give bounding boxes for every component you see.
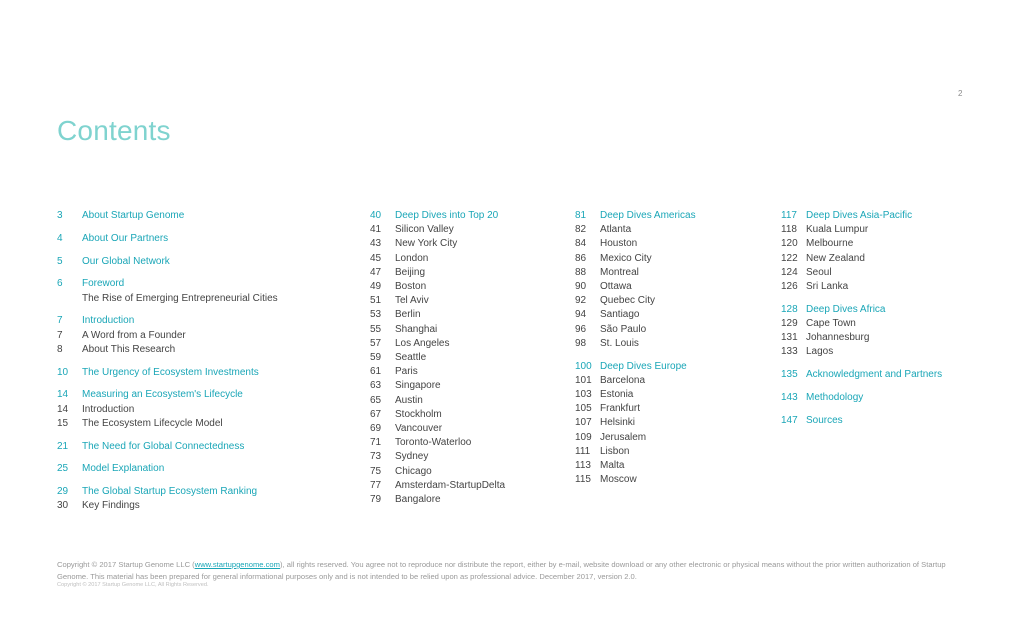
toc-subentry[interactable] [57, 329, 357, 343]
toc-entry-label: About This Research [82, 343, 176, 355]
toc-subentry[interactable] [370, 394, 565, 408]
toc-subentry[interactable] [575, 445, 770, 459]
toc-entry-label: Sources [806, 414, 843, 426]
toc-page-number: 84 [575, 238, 587, 250]
toc-entry-label: Sydney [395, 451, 429, 463]
toc-entry-label: Austin [395, 394, 423, 406]
toc-entry-label: Key Findings [82, 500, 140, 512]
toc-page-number: 133 [781, 346, 798, 358]
toc-entry-label: Tel Aviv [395, 295, 429, 307]
toc-subentry[interactable] [370, 408, 565, 422]
toc-page-number: 86 [575, 252, 587, 264]
toc-subentry[interactable] [575, 237, 770, 251]
toc-entry-label: St. Louis [600, 337, 639, 349]
toc-page-number: 92 [575, 295, 587, 307]
toc-entry-label: About Startup Genome [82, 210, 185, 221]
toc-entry-label: Boston [395, 281, 427, 293]
toc-section-entry[interactable] [781, 391, 1011, 405]
toc-page-number: 65 [370, 394, 382, 406]
toc-subentry[interactable] [370, 280, 565, 294]
toc-subentry[interactable] [781, 237, 1011, 251]
toc-page-number: 5 [57, 255, 63, 267]
toc-page-number: 71 [370, 437, 382, 449]
toc-subentry[interactable] [575, 416, 770, 430]
toc-entry-label: Deep Dives Africa [806, 303, 886, 315]
toc-subentry[interactable] [781, 252, 1011, 266]
toc-page-number: 147 [781, 414, 798, 426]
toc-entry-label: Santiago [600, 309, 640, 321]
toc-section-entry[interactable] [57, 440, 357, 454]
toc-entry-label: Estonia [600, 389, 634, 401]
toc-section-entry[interactable] [57, 388, 357, 402]
toc-subentry[interactable] [370, 237, 565, 251]
toc-entry-label: Stockholm [395, 408, 442, 420]
toc-section-entry[interactable] [57, 209, 357, 223]
toc-page-number [57, 292, 82, 306]
toc-subentry[interactable] [370, 323, 565, 337]
toc-subentry[interactable] [781, 331, 1011, 345]
toc-entry-label: Foreword [82, 278, 125, 290]
toc-section-entry[interactable] [57, 232, 357, 246]
toc-entry-label: Kuala Lumpur [806, 224, 869, 236]
toc-subentry[interactable] [57, 343, 357, 357]
toc-page-number: 8 [57, 343, 63, 355]
copyright-notice [57, 559, 957, 582]
toc-page-number: 107 [575, 417, 592, 429]
toc-column-3 [575, 209, 770, 487]
toc-entry-label: Moscow [600, 474, 637, 486]
toc-entry-label: Jerusalem [600, 431, 647, 443]
toc-page-number: 75 [370, 465, 382, 477]
toc-entry-label: Deep Dives into Top 20 [395, 210, 499, 221]
toc-page-number: 6 [57, 278, 63, 290]
toc-subentry[interactable] [781, 223, 1011, 237]
toc-subentry[interactable] [370, 337, 565, 351]
toc-subentry[interactable] [370, 479, 565, 493]
toc-subentry[interactable] [370, 252, 565, 266]
toc-entry-label: Toronto-Waterloo [395, 437, 472, 449]
toc-entry-label: The Urgency of Ecosystem Investments [82, 366, 259, 378]
toc-page-number: 45 [370, 252, 382, 264]
toc-page-number: 4 [57, 232, 63, 244]
toc-column-4 [781, 209, 1011, 428]
toc-subentry[interactable] [575, 402, 770, 416]
toc-subentry[interactable] [575, 388, 770, 402]
toc-entry-label: Johannesburg [806, 332, 870, 344]
toc-page-number: 47 [370, 266, 382, 278]
toc-entry-label: Sri Lanka [806, 281, 849, 293]
toc-subentry[interactable] [57, 499, 357, 513]
toc-section-entry[interactable] [57, 277, 357, 291]
toc-entry-label: Deep Dives Asia-Pacific [806, 210, 913, 221]
toc-page-number: 21 [57, 440, 69, 452]
toc-page-number: 98 [575, 337, 587, 349]
toc-page-number: 113 [575, 460, 591, 472]
toc-subentry[interactable] [370, 465, 565, 479]
toc-entry-label: Model Explanation [82, 463, 165, 475]
toc-entry-label: Shanghai [395, 323, 438, 335]
copyright-small: Copyright © 2017 Startup Genome LLC, All Rights Reserved. [57, 582, 209, 588]
toc-page-number: 59 [370, 352, 382, 364]
toc-page-number: 131 [781, 332, 798, 344]
toc-section-entry[interactable] [575, 209, 770, 223]
toc-page-number: 129 [781, 318, 798, 330]
toc-entry-label: Houston [600, 238, 638, 250]
toc-entry-label: The Need for Global Connectedness [82, 440, 245, 452]
toc-entry-label: Frankfurt [600, 403, 641, 415]
toc-entry-label: Helsinki [600, 417, 636, 429]
toc-subentry[interactable] [575, 374, 770, 388]
toc-subentry[interactable] [575, 280, 770, 294]
toc-subentry[interactable] [370, 223, 565, 237]
website-link[interactable]: www.startupgenome.com [194, 560, 280, 569]
toc-page-number: 81 [575, 210, 587, 221]
toc-entry-label: Ottawa [600, 281, 632, 293]
toc-entry-label: Seattle [395, 352, 427, 364]
toc-entry-label: Methodology [806, 392, 864, 404]
toc-entry-label: Montreal [600, 266, 639, 278]
toc-page-number: 88 [575, 266, 587, 278]
toc-page-number: 61 [370, 366, 382, 378]
toc-subentry[interactable] [781, 266, 1011, 280]
toc-page-number: 49 [370, 281, 382, 293]
toc-entry-label: Singapore [395, 380, 441, 392]
toc-entry-label: São Paulo [600, 323, 647, 335]
toc-page-number: 7 [57, 315, 63, 327]
toc-page-number: 124 [781, 266, 798, 278]
toc-section-entry[interactable] [781, 209, 1011, 223]
toc-entry-label: Beijing [395, 266, 426, 278]
toc-subentry[interactable] [370, 436, 565, 450]
toc-page-number: 14 [57, 389, 69, 401]
page-title: Contents [57, 115, 171, 146]
toc-subentry[interactable] [370, 365, 565, 379]
toc-subentry[interactable] [575, 294, 770, 308]
toc-column-2 [370, 209, 565, 507]
toc-page-number: 14 [57, 403, 69, 415]
toc-entry-label: The Ecosystem Lifecycle Model [82, 417, 223, 429]
toc-section-entry[interactable] [57, 314, 357, 328]
toc-subentry[interactable] [575, 473, 770, 487]
toc-entry-label: Lisbon [600, 445, 630, 457]
toc-page-number: 3 [57, 210, 63, 221]
toc-subentry[interactable] [57, 403, 357, 417]
toc-page-number: 117 [781, 210, 797, 221]
toc-entry-label: Barcelona [600, 374, 646, 386]
toc-page-number: 109 [575, 431, 592, 443]
toc-entry-label: London [395, 252, 429, 264]
toc-entry-label: Silicon Valley [395, 224, 454, 236]
toc-subentry[interactable] [57, 417, 357, 431]
toc-page-number: 40 [370, 210, 382, 221]
copyright-text-end: ), all rights reserved. You agree not to reproduce nor distribute the report, either by e-mail, website download or any other electronic or physical means without the prior written authorization of Startup Genome. This material has been prepared for general informational purposes only and is not intended to be relied upon as professional advice. December 2017, version 2.0. [57, 560, 946, 581]
copyright-text-start: Copyright © 2017 Startup Genome LLC ( [57, 560, 195, 569]
toc-section-entry[interactable] [370, 209, 565, 223]
toc-page-number: 128 [781, 303, 798, 315]
toc-subentry[interactable] [575, 323, 770, 337]
toc-page-number: 15 [57, 417, 69, 429]
toc-entry-label: Cape Town [806, 318, 856, 330]
toc-section-entry[interactable] [57, 255, 357, 269]
toc-subentry[interactable] [781, 317, 1011, 331]
toc-page-number: 94 [575, 309, 587, 321]
toc-section-entry[interactable] [781, 414, 1011, 428]
toc-page-number: 67 [370, 408, 382, 420]
toc-subentry[interactable] [370, 308, 565, 322]
toc-entry-label: Chicago [395, 465, 432, 477]
toc-page-number: 103 [575, 389, 592, 401]
toc-subentry[interactable] [575, 431, 770, 445]
toc-section-entry[interactable] [781, 368, 1011, 382]
toc-page-number: 79 [370, 494, 382, 506]
toc-page-number: 96 [575, 323, 587, 335]
toc-subentry[interactable] [370, 422, 565, 436]
toc-page-number: 115 [575, 474, 591, 486]
toc-page-number: 118 [781, 224, 797, 236]
toc-entry-label: Paris [395, 366, 418, 378]
toc-page-number: 90 [575, 281, 587, 293]
toc-subentry[interactable] [370, 379, 565, 393]
page-number: 2 [958, 89, 963, 98]
toc-subentry[interactable] [575, 459, 770, 473]
toc-entry-label: Measuring an Ecosystem's Lifecycle [82, 389, 243, 401]
toc-entry-label: Atlanta [600, 224, 632, 236]
toc-page-number: 29 [57, 486, 69, 498]
toc-page-number: 77 [370, 479, 382, 491]
toc-page-number: 120 [781, 238, 798, 250]
toc-entry-label: Los Angeles [395, 337, 450, 349]
toc-entry-label: The Global Startup Ecosystem Ranking [82, 486, 258, 498]
toc-page-number: 143 [781, 392, 798, 404]
toc-entry-label: Bangalore [395, 494, 441, 506]
toc-page-number: 7 [57, 329, 63, 341]
toc-entry-label: A Word from a Founder [82, 329, 186, 341]
toc-subentry[interactable] [57, 292, 357, 306]
toc-subentry[interactable] [781, 345, 1011, 359]
toc-subentry[interactable] [370, 493, 565, 507]
toc-page-number: 41 [370, 224, 382, 236]
toc-entry-label: New Zealand [806, 252, 865, 264]
toc-page-number: 51 [370, 295, 382, 307]
toc-entry-label: Introduction [82, 315, 135, 327]
toc-entry-label: The Rise of Emerging Entrepreneurial Cities [82, 292, 278, 304]
toc-page-number: 122 [781, 252, 798, 264]
toc-page-number: 55 [370, 323, 382, 335]
toc-section-entry[interactable] [57, 485, 357, 499]
toc-column-1 [57, 209, 357, 514]
toc-page-number: 101 [575, 374, 592, 386]
toc-entry-label: Amsterdam-StartupDelta [395, 479, 506, 491]
toc-subentry[interactable] [575, 252, 770, 266]
toc-subentry[interactable] [781, 280, 1011, 294]
toc-entry-label: Malta [600, 460, 625, 472]
toc-entry-label: Our Global Network [82, 255, 170, 267]
toc-entry-label: Deep Dives Americas [600, 210, 696, 221]
toc-entry-label: Acknowledgment and Partners [806, 369, 943, 381]
toc-page-number: 57 [370, 337, 382, 349]
toc-page-number: 53 [370, 309, 382, 321]
toc-subentry[interactable] [370, 351, 565, 365]
toc-page-number: 63 [370, 380, 382, 392]
toc-subentry[interactable] [575, 337, 770, 351]
toc-entry-label: Deep Dives Europe [600, 360, 687, 372]
toc-entry-label: Vancouver [395, 423, 443, 435]
toc-page-number: 111 [575, 445, 591, 457]
toc-page-number: 25 [57, 463, 69, 475]
toc-subentry[interactable] [370, 294, 565, 308]
toc-page-number: 82 [575, 224, 587, 236]
toc-section-entry[interactable] [575, 360, 770, 374]
toc-section-entry[interactable] [57, 366, 357, 380]
toc-entry-label: Introduction [82, 403, 135, 415]
toc-subentry[interactable] [575, 266, 770, 280]
toc-entry-label: About Our Partners [82, 232, 169, 244]
toc-subentry[interactable] [370, 450, 565, 464]
toc-entry-label: Quebec City [600, 295, 656, 307]
toc-entry-label: Lagos [806, 346, 834, 358]
toc-subentry[interactable] [575, 308, 770, 322]
toc-page-number: 43 [370, 238, 382, 250]
toc-page-number: 73 [370, 451, 382, 463]
toc-page-number: 126 [781, 281, 798, 293]
toc-subentry[interactable] [370, 266, 565, 280]
toc-page-number: 10 [57, 366, 69, 378]
toc-subentry[interactable] [575, 223, 770, 237]
toc-page-number: 105 [575, 403, 592, 415]
toc-entry-label: Mexico City [600, 252, 652, 264]
toc-page-number: 30 [57, 500, 69, 512]
toc-page-number: 100 [575, 360, 592, 372]
toc-entry-label: Seoul [806, 266, 832, 278]
toc-page-number: 69 [370, 423, 382, 435]
toc-entry-label: New York City [395, 238, 458, 250]
toc-page-number: 135 [781, 369, 798, 381]
toc-section-entry[interactable] [781, 303, 1011, 317]
toc-entry-label: Melbourne [806, 238, 854, 250]
toc-section-entry[interactable] [57, 462, 357, 476]
toc-entry-label: Berlin [395, 309, 421, 321]
